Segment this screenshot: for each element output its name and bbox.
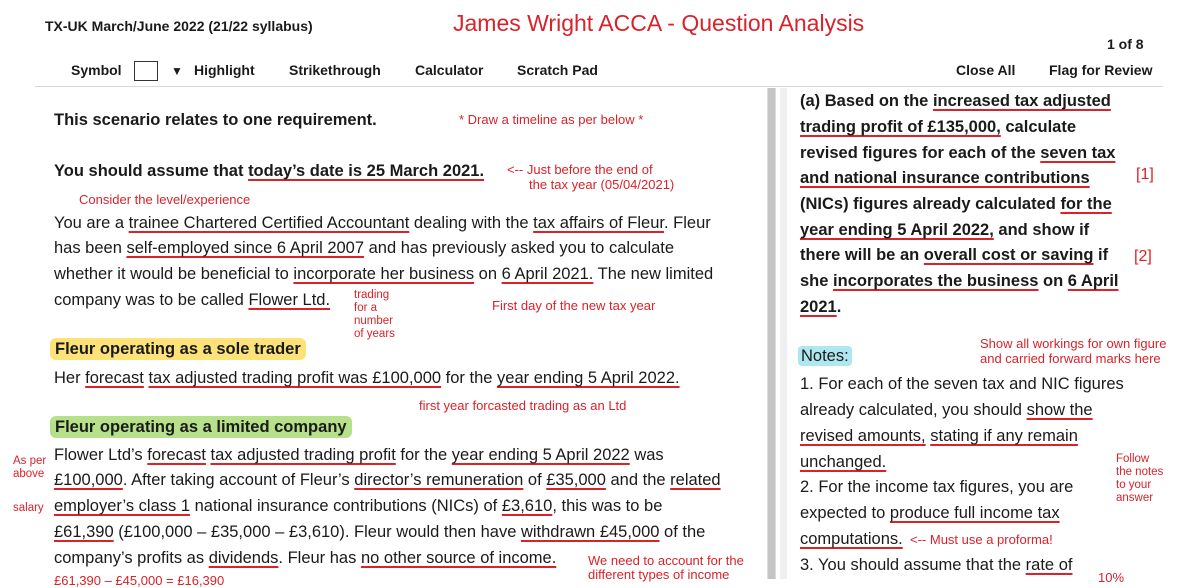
annotation-before-end-1: <-- Just before the end of — [507, 162, 653, 177]
annotation-workings-2: and carried forward marks here — [980, 351, 1161, 366]
annotation-before-end-2: the tax year (05/04/2021) — [529, 177, 675, 192]
annotation-timeline: * Draw a timeline as per below * — [459, 112, 644, 127]
annotation-follow-notes: Follow the notes to your answer — [1116, 453, 1164, 504]
note-2-line-3: computations. — [800, 530, 903, 548]
exam-title: TX-UK March/June 2022 (21/22 syllabus) — [45, 18, 313, 34]
note-1-line-3: revised amounts, stating if any remain — [800, 427, 1078, 445]
req-line-3: revised figures for each of the seven tax — [800, 144, 1116, 162]
note-2-line-2: expected to produce full income tax — [800, 504, 1060, 522]
strikethrough-button[interactable]: Strikethrough — [289, 62, 381, 78]
chevron-down-icon[interactable]: ▼ — [171, 64, 183, 78]
close-all-button[interactable]: Close All — [956, 62, 1016, 78]
annotation-first-day: First day of the new tax year — [492, 298, 656, 313]
sole-trader-line: Her forecast tax adjusted trading profit was £100,000 for the year ending 5 April 2022. — [54, 369, 680, 387]
page-counter: 1 of 8 — [1107, 36, 1144, 52]
annotation-workings-1: Show all workings for own figure — [980, 336, 1167, 351]
req-line-9: 2021. — [800, 298, 842, 316]
ltd-line-1: Flower Ltd’s forecast tax adjusted trading profit for the year ending 5 April 2022 was — [54, 446, 664, 464]
symbol-button[interactable]: Symbol — [71, 62, 122, 78]
intro-line-2: has been self-employed since 6 April 2007 and has previously asked you to calculate — [54, 239, 675, 257]
annotation-account-income-1: We need to account for the — [588, 553, 744, 568]
intro-line-4: company was to be called Flower Ltd. — [54, 291, 331, 309]
req-line-7: there will be an overall cost or saving if — [800, 246, 1109, 264]
intro-line-3: whether it would be beneficial to incorporate her business on 6 April 2021. The new limited — [54, 265, 714, 283]
highlight-button[interactable]: Highlight — [194, 62, 255, 78]
ltd-line-3: employer’s class 1 national insurance contributions (NICs) of £3,610, this was to be — [54, 497, 663, 515]
scenario-line: This scenario relates to one requirement. — [54, 111, 377, 129]
annotation-trading-years: trading for a number of years — [354, 289, 395, 340]
mark-one: [1] — [1136, 166, 1154, 183]
notes-label: Notes: — [798, 347, 852, 366]
annotation-account-income-2: different types of income — [588, 567, 730, 582]
pane-splitter[interactable] — [767, 88, 776, 579]
req-line-6: year ending 5 April 2022, and show if — [800, 221, 1090, 239]
heading-limited-company: Fleur operating as a limited company — [50, 418, 352, 437]
req-line-1: (a) Based on the increased tax adjusted — [800, 92, 1111, 110]
heading-sole-trader: Fleur operating as a sole trader — [50, 340, 306, 359]
note-3-line-1: 3. You should assume that the rate of — [800, 556, 1073, 574]
mark-two: [2] — [1134, 248, 1152, 265]
annotation-ten-percent: 10% — [1098, 570, 1125, 585]
right-pane-scrollbar[interactable] — [780, 88, 787, 579]
note-1-line-4: unchanged. — [800, 453, 887, 471]
annotation-level: Consider the level/experience — [79, 192, 251, 207]
annotation-calculation: £61,390 – £45,000 = £16,390 — [54, 573, 225, 588]
req-line-4: and national insurance contributions — [800, 169, 1090, 187]
calculator-button[interactable]: Calculator — [415, 62, 484, 78]
note-1-line-2: already calculated, you should show the — [800, 401, 1093, 419]
intro-line-1: You are a trainee Chartered Certified Accountant dealing with the tax affairs of Fleur. Fleur — [54, 214, 711, 232]
annotation-as-per-above: As per above — [13, 455, 47, 480]
req-line-2: trading profit of £135,000, calculate — [800, 118, 1077, 136]
annotation-first-year: first year forcasted trading as an Ltd — [419, 398, 627, 413]
scratch-pad-button[interactable]: Scratch Pad — [517, 62, 598, 78]
flag-for-review-button[interactable]: Flag for Review — [1049, 62, 1153, 78]
req-line-8: she incorporates the business on 6 April — [800, 272, 1119, 290]
ltd-line-4: £61,390 (£100,000 – £35,000 – £3,610). Fleur would then have withdrawn £45,000 of the — [54, 523, 706, 541]
page-title: James Wright ACCA - Question Analysis — [453, 10, 865, 36]
symbol-picker-box[interactable] — [134, 61, 158, 81]
assume-date-line: You should assume that today’s date is 25 March 2021. — [54, 162, 485, 180]
toolbar-divider — [35, 86, 1163, 87]
annotation-salary: salary — [13, 502, 44, 514]
note-1-line-1: 1. For each of the seven tax and NIC figures — [800, 375, 1124, 393]
note-2-line-1: 2. For the income tax figures, you are — [800, 478, 1074, 496]
ltd-line-2: £100,000. After taking account of Fleur’s director’s remuneration of £35,000 and the related — [54, 471, 721, 489]
req-line-5: (NICs) figures already calculated for the — [800, 195, 1112, 213]
annotation-proforma: <-- Must use a proforma! — [910, 532, 1053, 547]
ltd-line-5: company’s profits as dividends. Fleur has no other source of income. — [54, 549, 557, 567]
